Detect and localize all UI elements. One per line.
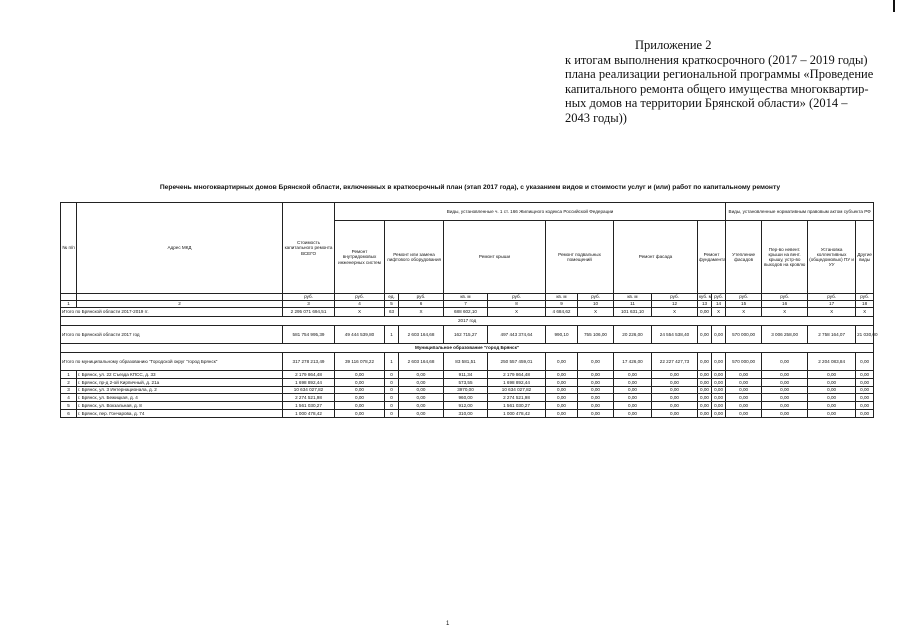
col-roof: Ремонт крыши <box>444 221 546 294</box>
summary-cell: X <box>712 308 726 317</box>
summary-cell: X <box>488 308 546 317</box>
row-cell: 0,00 <box>546 402 578 410</box>
row-cell: 0,00 <box>762 402 808 410</box>
summary-label: Итого по муниципальному образованию "Городской округ "город Брянск" <box>61 353 283 371</box>
summary-cell: 1 <box>385 353 399 371</box>
unit-cell: руб. <box>283 294 335 301</box>
table-row <box>61 378 874 386</box>
appendix-heading: Приложение 2 <box>635 38 712 52</box>
appendix-line: 2043 годы)) <box>565 110 627 125</box>
table-row <box>61 409 874 417</box>
summary-cell: 0,00 <box>856 353 874 371</box>
row-cell: 0 <box>385 402 399 410</box>
row-cell: 0,00 <box>578 394 614 402</box>
row-address: г. Брянск, ул. 3 Интернационала, д. 2 <box>77 386 283 394</box>
summary-cell: 0,00 <box>698 353 712 371</box>
row-cell: 0,00 <box>335 378 385 386</box>
row-cell: 0,00 <box>652 402 698 410</box>
summary-cell: X <box>335 308 385 317</box>
col-number: 3 <box>283 301 335 308</box>
summary-cell: X <box>399 308 444 317</box>
summary-row-municipality <box>61 353 874 371</box>
row-address: г. Брянск, пер. Гончарова, д. 74 <box>77 409 283 417</box>
row-cell: 0,00 <box>652 371 698 379</box>
summary-cell: 2 758 164,07 <box>808 326 856 344</box>
summary-row-2017 <box>61 326 874 344</box>
row-cell: 0 <box>385 371 399 379</box>
row-cell: 0,00 <box>856 394 874 402</box>
row-cell: 0,00 <box>335 409 385 417</box>
summary-cell: 39 116 078,22 <box>335 353 385 371</box>
year-row <box>61 317 874 326</box>
row-cell: 0,00 <box>808 378 856 386</box>
year-label: 2017 год <box>61 317 874 326</box>
row-cell: 0,00 <box>856 378 874 386</box>
page-edge-mark <box>893 0 895 12</box>
appendix-line: к итогам выполнения краткосрочного (2017 – 2019 годы) <box>565 52 868 67</box>
summary-cell: 2 603 164,68 <box>399 353 444 371</box>
col-number: 18 <box>856 301 874 308</box>
row-cell: 0,00 <box>652 386 698 394</box>
col-meters: Установка коллективных (общедомовых) ПУ и УУ <box>808 221 856 294</box>
row-cell: 310,00 <box>444 409 488 417</box>
summary-label: Итого по Брянской области 2017 год <box>61 326 283 344</box>
summary-cell: 3 006 258,00 <box>762 326 808 344</box>
col-number: 7 <box>444 301 488 308</box>
summary-cell: 2 204 083,84 <box>808 353 856 371</box>
col-number: 1 <box>61 301 77 308</box>
row-cell: 10 634 027,82 <box>488 386 546 394</box>
row-cell: 0,00 <box>856 371 874 379</box>
row-cell: 0,00 <box>712 378 726 386</box>
row-cell: 0,00 <box>399 386 444 394</box>
row-cell: 0,00 <box>399 394 444 402</box>
row-cell: 0,00 <box>546 371 578 379</box>
summary-cell: 0,00 <box>762 353 808 371</box>
col-number: 12 <box>652 301 698 308</box>
row-cell: 0,00 <box>762 371 808 379</box>
row-cell: 0,00 <box>578 386 614 394</box>
summary-cell: 162 715,27 <box>444 326 488 344</box>
col-address: Адрес МКД <box>77 203 283 294</box>
group-regional: Виды, установленные нормативным правовым актом субъекта РФ <box>726 203 874 221</box>
col-number: 14 <box>712 301 726 308</box>
col-facade: Ремонт фасада <box>614 221 698 294</box>
table-row <box>61 371 874 379</box>
row-cell: 0,00 <box>546 386 578 394</box>
row-cell: 1 698 892,44 <box>488 378 546 386</box>
row-cell: 0,00 <box>712 394 726 402</box>
row-cell: 0,00 <box>808 371 856 379</box>
row-cell: 1 561 030,27 <box>488 402 546 410</box>
col-number: 11 <box>614 301 652 308</box>
summary-cell: 24 554 538,40 <box>652 326 698 344</box>
summary-cell: 570 000,00 <box>726 353 762 371</box>
table-row <box>61 394 874 402</box>
row-cell: 0,00 <box>856 409 874 417</box>
col-foundation: Ремонт фундамента <box>698 221 726 294</box>
col-basement: Ремонт подвальных помещений <box>546 221 614 294</box>
summary-cell: 317 278 213,49 <box>283 353 335 371</box>
summary-cell: X <box>652 308 698 317</box>
row-cell: 0,00 <box>808 386 856 394</box>
unit-cell: кв. м <box>546 294 578 301</box>
col-number: 4 <box>335 301 385 308</box>
summary-cell: 63 <box>385 308 399 317</box>
col-number: 2 <box>77 301 283 308</box>
summary-cell: X <box>762 308 808 317</box>
page-number: 1 <box>446 621 450 627</box>
group-law: Виды, установленные ч. 1 ст. 166 Жилищного кодекса Российской Федерации <box>335 203 726 221</box>
col-number: 13 <box>698 301 712 308</box>
summary-cell: X <box>808 308 856 317</box>
summary-cell: 20 226,00 <box>614 326 652 344</box>
appendix-line: плана реализации региональной программы «Проведение <box>565 67 874 82</box>
col-number: 10 <box>578 301 614 308</box>
row-cell: 0,00 <box>652 394 698 402</box>
summary-cell: 581 754 995,39 <box>283 326 335 344</box>
col-number: 17 <box>808 301 856 308</box>
unit-cell: руб. <box>726 294 762 301</box>
row-cell: 0,00 <box>808 394 856 402</box>
row-cell: 1 698 892,44 <box>283 378 335 386</box>
table-row <box>61 402 874 410</box>
row-cell: 0,00 <box>856 402 874 410</box>
row-cell: 0,00 <box>762 386 808 394</box>
row-cell: 0,00 <box>726 409 762 417</box>
row-cell: 0,00 <box>726 394 762 402</box>
summary-cell: 0,00 <box>712 353 726 371</box>
row-cell: 0,00 <box>614 402 652 410</box>
summary-cell: 755 106,00 <box>578 326 614 344</box>
row-address: г. Брянск, ул. 22 Съезда КПСС, д. 33 <box>77 371 283 379</box>
summary-cell: 17 426,00 <box>614 353 652 371</box>
row-number: 6 <box>61 409 77 417</box>
summary-cell: 0,00 <box>712 326 726 344</box>
row-cell: 0,00 <box>546 409 578 417</box>
summary-label: Итого по Брянской области 2017-2019 гг. <box>61 308 283 317</box>
row-cell: 0,00 <box>652 409 698 417</box>
row-cell: 10 634 027,82 <box>283 386 335 394</box>
summary-cell: 570 000,00 <box>726 326 762 344</box>
summary-cell: X <box>726 308 762 317</box>
summary-cell: X <box>578 308 614 317</box>
row-cell: 0,00 <box>712 402 726 410</box>
row-cell: 0,00 <box>726 378 762 386</box>
col-other: Другие виды <box>856 221 874 294</box>
unit-cell: руб. <box>399 294 444 301</box>
row-cell: 0,00 <box>614 386 652 394</box>
row-cell: 0,00 <box>399 409 444 417</box>
row-cell: 3970,00 <box>444 386 488 394</box>
unit-cell: руб. <box>808 294 856 301</box>
unit-cell: руб. <box>652 294 698 301</box>
row-cell: 2 179 864,48 <box>283 371 335 379</box>
summary-cell: 4 684,62 <box>546 308 578 317</box>
row-cell: 0,00 <box>546 394 578 402</box>
row-cell: 0,00 <box>762 409 808 417</box>
row-cell: 2 274 521,98 <box>283 394 335 402</box>
summary-cell: 21 030,00 <box>856 326 874 344</box>
row-number: 5 <box>61 402 77 410</box>
unit-cell: руб. <box>762 294 808 301</box>
row-cell: 0,00 <box>578 371 614 379</box>
row-cell: 0,00 <box>712 409 726 417</box>
row-cell: 0,00 <box>399 378 444 386</box>
row-cell: 0,00 <box>808 402 856 410</box>
appendix-line: капитального ремонта общего имущества многоквартир- <box>565 81 869 96</box>
row-number: 1 <box>61 371 77 379</box>
row-cell: 0,00 <box>546 378 578 386</box>
row-cell: 2 274 521,98 <box>488 394 546 402</box>
summary-cell: 83 581,51 <box>444 353 488 371</box>
row-cell: 0 <box>385 409 399 417</box>
row-cell: 0,00 <box>698 371 712 379</box>
summary-cell: 101 631,10 <box>614 308 652 317</box>
row-cell: 0,00 <box>614 394 652 402</box>
repair-table <box>60 202 878 418</box>
summary-cell: X <box>856 308 874 317</box>
table-wrapper <box>60 202 878 418</box>
row-cell: 0 <box>385 378 399 386</box>
unit-cell: кв. м <box>614 294 652 301</box>
row-cell: 0,00 <box>578 378 614 386</box>
summary-cell: 497 443 374,64 <box>488 326 546 344</box>
unit-cell: куб. м <box>699 294 712 300</box>
row-address: г. Брянск, пр-д 2-ой Кирпичный, д. 21а <box>77 378 283 386</box>
summary-cell: 0,00 <box>698 308 712 317</box>
col-number: 5 <box>385 301 399 308</box>
summary-cell: 0,00 <box>698 326 712 344</box>
unit-cell: ед. <box>385 294 399 301</box>
col-number: 9 <box>546 301 578 308</box>
col-number: 8 <box>488 301 546 308</box>
summary-cell: 1 <box>385 326 399 344</box>
summary-cell: 22 227 427,73 <box>652 353 698 371</box>
report-title: Перечень многоквартирных домов Брянской области, включенных в краткосрочный план (этап 2017 года), с указанием видов и стоимости услуг и (или) работ по капитальному ремонту <box>159 184 781 191</box>
column-numbers-row <box>61 301 874 308</box>
row-cell: 1 000 478,42 <box>283 409 335 417</box>
unit-cell: кв. м <box>444 294 488 301</box>
unit-cell: руб. <box>712 294 726 301</box>
row-cell: 1 561 030,27 <box>283 402 335 410</box>
row-cell: 0,00 <box>614 371 652 379</box>
units-row <box>61 294 874 301</box>
row-cell: 0 <box>385 386 399 394</box>
row-cell: 0,00 <box>698 386 712 394</box>
row-cell: 0,00 <box>335 371 385 379</box>
summary-cell: 49 444 539,80 <box>335 326 385 344</box>
summary-row-all <box>61 308 874 317</box>
municipality-title-row <box>61 344 874 353</box>
row-cell: 0,00 <box>698 394 712 402</box>
col-num: № п/п <box>61 203 77 294</box>
row-cell: 0,00 <box>856 386 874 394</box>
row-cell: 1 000 478,42 <box>488 409 546 417</box>
summary-cell: 0,00 <box>546 353 578 371</box>
row-number: 4 <box>61 394 77 402</box>
col-lift: Ремонт или замена лифтового оборудования <box>385 221 444 294</box>
municipality-title: Муниципальное образование "город Брянск" <box>61 344 874 353</box>
row-cell: 0,00 <box>698 378 712 386</box>
col-engineering: Ремонт внутридомовых инженерных систем <box>335 221 385 294</box>
appendix-block <box>565 38 895 126</box>
summary-cell: 688 602,10 <box>444 308 488 317</box>
row-number: 3 <box>61 386 77 394</box>
row-cell: 0,00 <box>399 371 444 379</box>
col-number: 6 <box>399 301 444 308</box>
unit-cell: руб. <box>488 294 546 301</box>
col-insulation: Утепление фасадов <box>726 221 762 294</box>
summary-cell: 2 603 164,68 <box>399 326 444 344</box>
row-cell: 0,00 <box>712 371 726 379</box>
row-cell: 0,00 <box>335 394 385 402</box>
row-cell: 0,00 <box>712 386 726 394</box>
row-cell: 0,00 <box>578 402 614 410</box>
row-cell: 0,00 <box>726 371 762 379</box>
row-address: г. Брянск, ул. Бежицкая, д. 4 <box>77 394 283 402</box>
row-cell: 0,00 <box>578 409 614 417</box>
row-cell: 0 <box>385 394 399 402</box>
col-number: 16 <box>762 301 808 308</box>
row-address: г. Брянск, ул. Вокзальная, д. 8 <box>77 402 283 410</box>
unit-cell: руб. <box>335 294 385 301</box>
col-pitched-roof: Пер-во невент. крыши на вент. крышу, устр-во выходов на кровлю <box>762 221 808 294</box>
row-cell: 0,00 <box>762 378 808 386</box>
summary-cell: 250 557 459,01 <box>488 353 546 371</box>
row-number: 2 <box>61 378 77 386</box>
row-cell: 0,00 <box>399 402 444 410</box>
row-cell: 912,00 <box>444 402 488 410</box>
row-cell: 960,00 <box>444 394 488 402</box>
table-row <box>61 386 874 394</box>
summary-cell: 990,10 <box>546 326 578 344</box>
row-cell: 0,00 <box>726 386 762 394</box>
summary-cell: 2 295 071 694,51 <box>283 308 335 317</box>
row-cell: 2 179 864,48 <box>488 371 546 379</box>
row-cell: 911,34 <box>444 371 488 379</box>
col-number: 15 <box>726 301 762 308</box>
row-cell: 0,00 <box>726 402 762 410</box>
row-cell: 0,00 <box>614 378 652 386</box>
appendix-line: ных домов на территории Брянской области» (2014 – <box>565 96 848 111</box>
row-cell: 0,00 <box>698 402 712 410</box>
row-cell: 0,00 <box>652 378 698 386</box>
col-total: Стоимость капитального ремонта ВСЕГО <box>283 203 335 294</box>
row-cell: 573,55 <box>444 378 488 386</box>
summary-cell: 0,00 <box>578 353 614 371</box>
row-cell: 0,00 <box>614 409 652 417</box>
row-cell: 0,00 <box>335 402 385 410</box>
row-cell: 0,00 <box>335 386 385 394</box>
unit-cell: руб. <box>856 294 874 301</box>
unit-cell: руб. <box>578 294 614 301</box>
row-cell: 0,00 <box>808 409 856 417</box>
row-cell: 0,00 <box>762 394 808 402</box>
row-cell: 0,00 <box>698 409 712 417</box>
